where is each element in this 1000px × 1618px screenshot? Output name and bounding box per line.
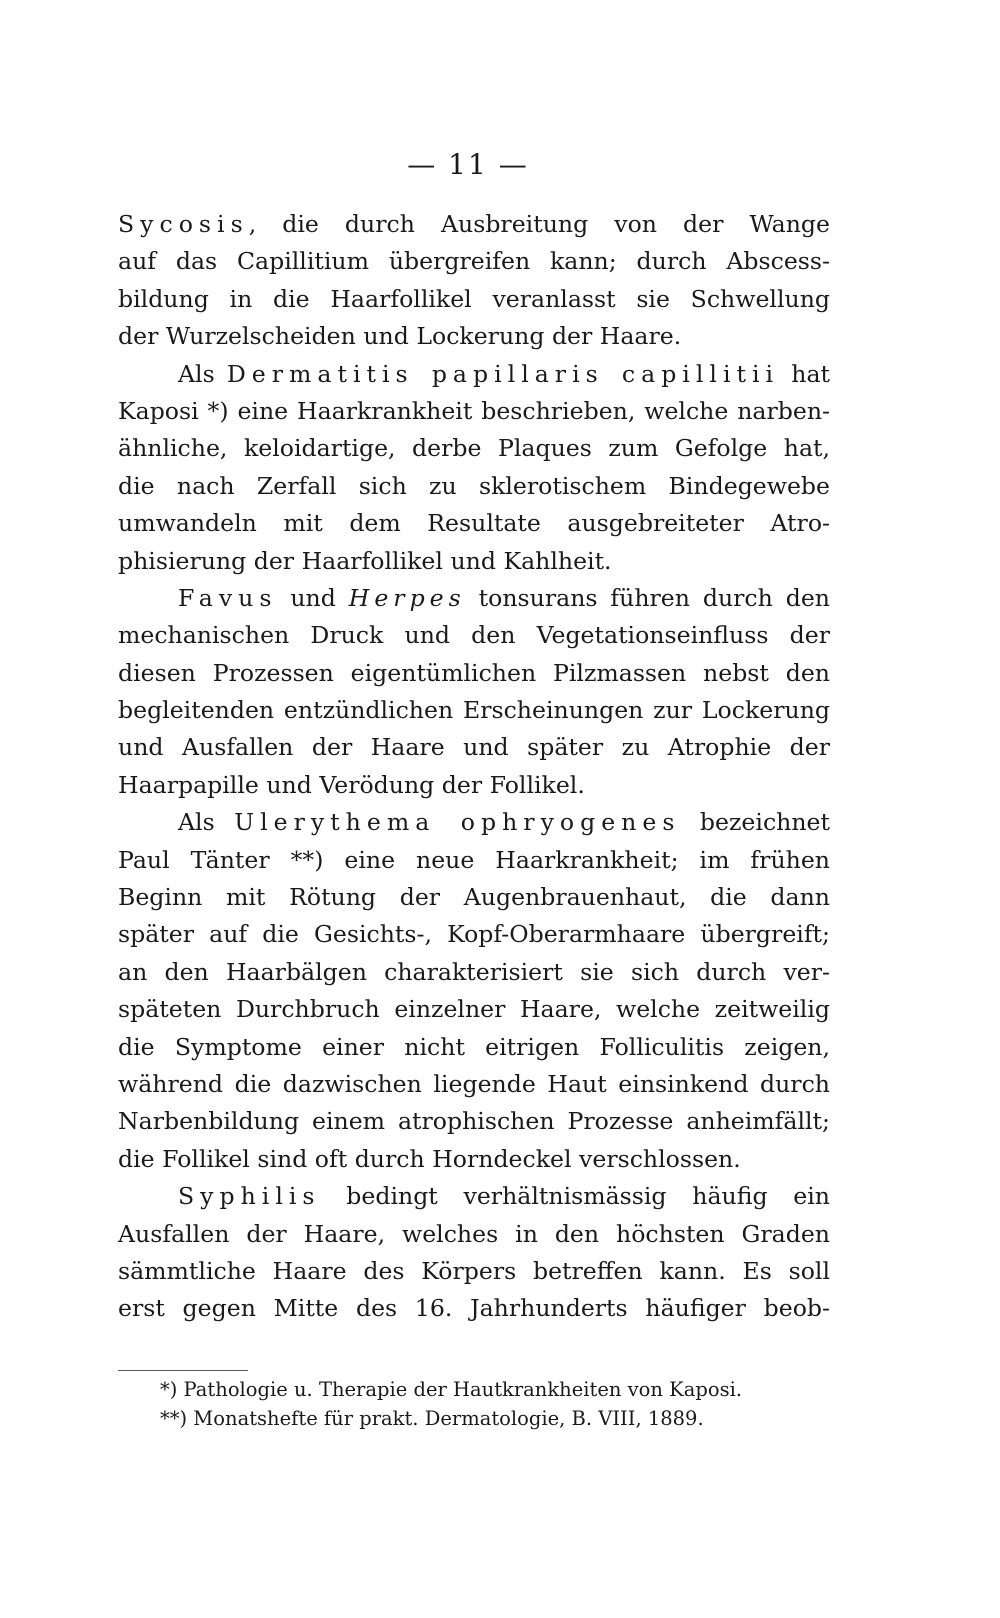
text-line: begleitenden entzündlichen Erscheinungen zur Lockerung (118, 696, 830, 725)
text-line: später auf die Gesichts-, Kopf-Oberarmhaare übergreift; (118, 920, 830, 949)
text-line: umwandeln mit dem Resultate ausgebreiteter Atro- (118, 509, 830, 538)
text-line: ähnliche, keloidartige, derbe Plaques zum Gefolge hat, (118, 434, 830, 463)
text-line: Favus und Herpes tonsurans führen durch den (178, 583, 830, 612)
text-line: auf das Capillitium übergreifen kann; durch Abscess- (118, 247, 830, 276)
text-line: Beginn mit Rötung der Augenbrauenhaut, die dann (118, 883, 830, 912)
text-line: und Ausfallen der Haare und später zu Atrophie der (118, 733, 830, 762)
term-ulerythema-ophryogenes: Ulerythema ophryogenes (234, 808, 681, 837)
text-line: bildung in die Haarfollikel veranlasst sie Schwellung (118, 284, 830, 313)
text-line: Narbenbildung einem atrophischen Prozesse anheimfällt; (118, 1107, 830, 1136)
footnotes (160, 1375, 820, 1433)
text-line: während die dazwischen liegende Haut einsinkend durch (118, 1069, 830, 1098)
text-line: sämmtliche Haare des Körpers betreffen kann. Es soll (118, 1256, 830, 1285)
text-line: die Symptome einer nicht eitrigen Folliculitis zeigen, (118, 1032, 830, 1061)
text-line: Ausfallen der Haare, welches in den höchsten Graden (118, 1219, 830, 1248)
text-line: Paul Tänter **) eine neue Haarkrankheit; im frühen (118, 845, 830, 874)
footnote-2: **) Monatshefte für prakt. Dermatologie, B. VIII, 1889. (160, 1407, 704, 1430)
text-line: späteten Durchbruch einzelner Haare, welche zeitweilig (118, 995, 830, 1024)
footnote-1: *) Pathologie u. Therapie der Hautkrankheiten von Kaposi. (160, 1378, 743, 1401)
text-line: Haarpapille und Verödung der Follikel. (118, 770, 585, 799)
text-line: die Follikel sind oft durch Horndeckel verschlossen. (118, 1144, 741, 1173)
footnote-divider (118, 1370, 248, 1371)
body-text (118, 206, 830, 1328)
text-line: Als Dermatitis papillaris capillitii hat (178, 359, 831, 388)
text-line: der Wurzelscheiden und Lockerung der Haare. (118, 322, 682, 351)
text-line: Kaposi *) eine Haarkrankheit beschrieben, welche narben- (118, 396, 830, 425)
text-line: Als Ulerythema ophryogenes bezeichnet (178, 808, 830, 837)
term-sycosis: Sycosis (118, 210, 249, 238)
page-number: — 11 — (407, 148, 529, 181)
text-line: erst gegen Mitte des 16. Jahrhunderts häufiger beob- (118, 1294, 830, 1323)
term-dermatitis-papillaris-capillitii: Dermatitis papillaris capillitii (226, 359, 780, 388)
term-favus: Favus (178, 583, 278, 612)
text-line: mechanischen Druck und den Vegetationseinfluss der (118, 621, 830, 650)
text-line: die nach Zerfall sich zu sklerotischem Bindegewebe (118, 471, 830, 500)
text-line: an den Haarbälgen charakterisiert sie sich durch ver- (118, 957, 830, 986)
text-line: Syphilis bedingt verhältnismässig häufig ein (178, 1182, 830, 1211)
text-line: Sycosis, die durch Ausbreitung von der Wange (118, 210, 830, 238)
text-line: diesen Prozessen eigentümlichen Pilzmassen nebst den (118, 658, 830, 687)
term-syphilis: Syphilis (178, 1182, 321, 1211)
term-herpes: Herpes (348, 583, 466, 612)
text-line: phisierung der Haarfollikel und Kahlheit. (118, 546, 612, 575)
